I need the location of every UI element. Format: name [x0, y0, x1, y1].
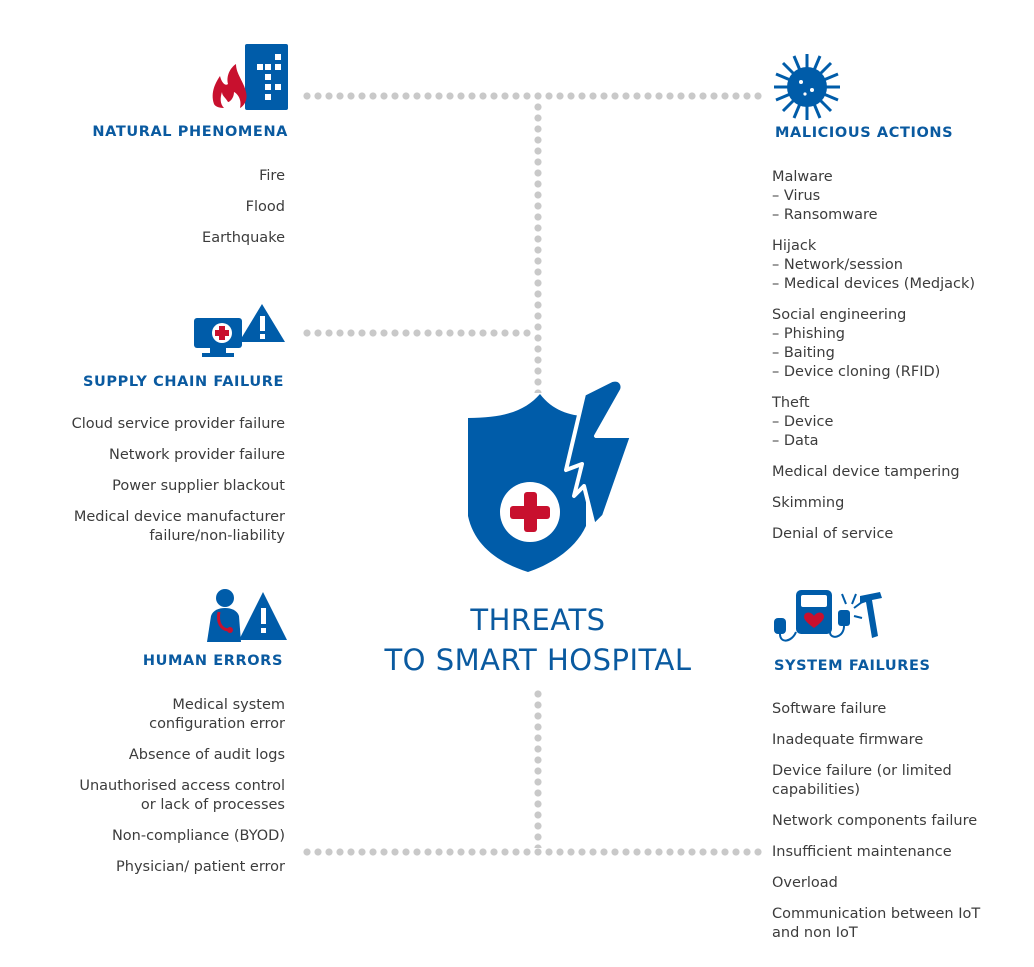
natural-threat-item: Earthquake — [202, 230, 285, 246]
malicious-threat-item: Medical device tampering — [772, 464, 960, 480]
human-threat-item: Physician/ patient error — [116, 859, 285, 875]
malicious-actions-list — [772, 168, 975, 556]
system-threat-item: Software failure — [772, 701, 887, 717]
supply-threat-item: Medical device manufacturer failure/non-liability — [73, 509, 285, 544]
system-threat-item: Network components failure — [772, 813, 978, 829]
supply-chain-failure-title: SUPPLY CHAIN FAILURE — [82, 374, 284, 390]
connector-center-bottom — [534, 690, 542, 848]
connector-bottom — [303, 848, 765, 856]
doctor-warning-icon — [205, 586, 289, 644]
human-threat-item: Unauthorised access control or lack of processes — [79, 778, 285, 813]
system-threat-item: Insufficient maintenance — [772, 844, 952, 860]
malicious-threat-item: Denial of service — [772, 526, 894, 542]
human-errors-title: HUMAN ERRORS — [142, 653, 283, 669]
system-failures-list — [772, 700, 980, 955]
supply-threat-item: Cloud service provider failure — [71, 416, 285, 432]
system-failures-title: SYSTEM FAILURES — [774, 658, 931, 674]
center-title-line2: TO SMART HOSPITAL — [384, 643, 692, 677]
human-threat-item: Non-compliance (BYOD) — [111, 828, 285, 844]
monitor-warning-icon — [192, 302, 287, 360]
natural-phenomena-title: NATURAL PHENOMENA — [92, 124, 288, 140]
human-threat-item: Medical system configuration error — [149, 697, 285, 732]
natural-threat-item: Flood — [245, 199, 285, 215]
broken-device-hammer-icon — [772, 586, 884, 648]
center-title-line1: THREATS — [470, 603, 606, 637]
shield-lightning-icon — [466, 376, 646, 572]
connector-top — [303, 92, 765, 100]
human-threat-item: Absence of audit logs — [128, 747, 285, 763]
malicious-threat-item: Malware – Virus – Ransomware — [772, 169, 878, 223]
human-errors-list — [79, 696, 285, 889]
supply-threat-item: Network provider failure — [109, 447, 285, 463]
connector-supply — [303, 329, 534, 337]
system-threat-item: Inadequate firmware — [772, 732, 924, 748]
malicious-threat-item: Social engineering – Phishing – Baiting – Device cloning (RFID) — [772, 307, 941, 380]
natural-phenomena-list — [202, 167, 285, 260]
supply-chain-failure-list — [72, 415, 285, 558]
connector-center-top — [534, 103, 542, 393]
natural-threat-item: Fire — [259, 168, 285, 184]
system-threat-item: Device failure (or limited capabilities) — [772, 763, 952, 798]
system-threat-item: Overload — [772, 875, 838, 891]
fire-building-icon — [210, 42, 292, 112]
malicious-threat-item: Hijack – Network/session – Medical devices (Medjack) — [772, 238, 976, 292]
system-threat-item: Communication between IoT and non IoT — [772, 906, 981, 941]
virus-icon — [772, 52, 842, 122]
malicious-threat-item: Theft – Device – Data — [772, 395, 834, 449]
malicious-threat-item: Skimming — [772, 495, 845, 511]
malicious-actions-title: MALICIOUS ACTIONS — [775, 125, 954, 141]
supply-threat-item: Power supplier blackout — [112, 478, 285, 494]
